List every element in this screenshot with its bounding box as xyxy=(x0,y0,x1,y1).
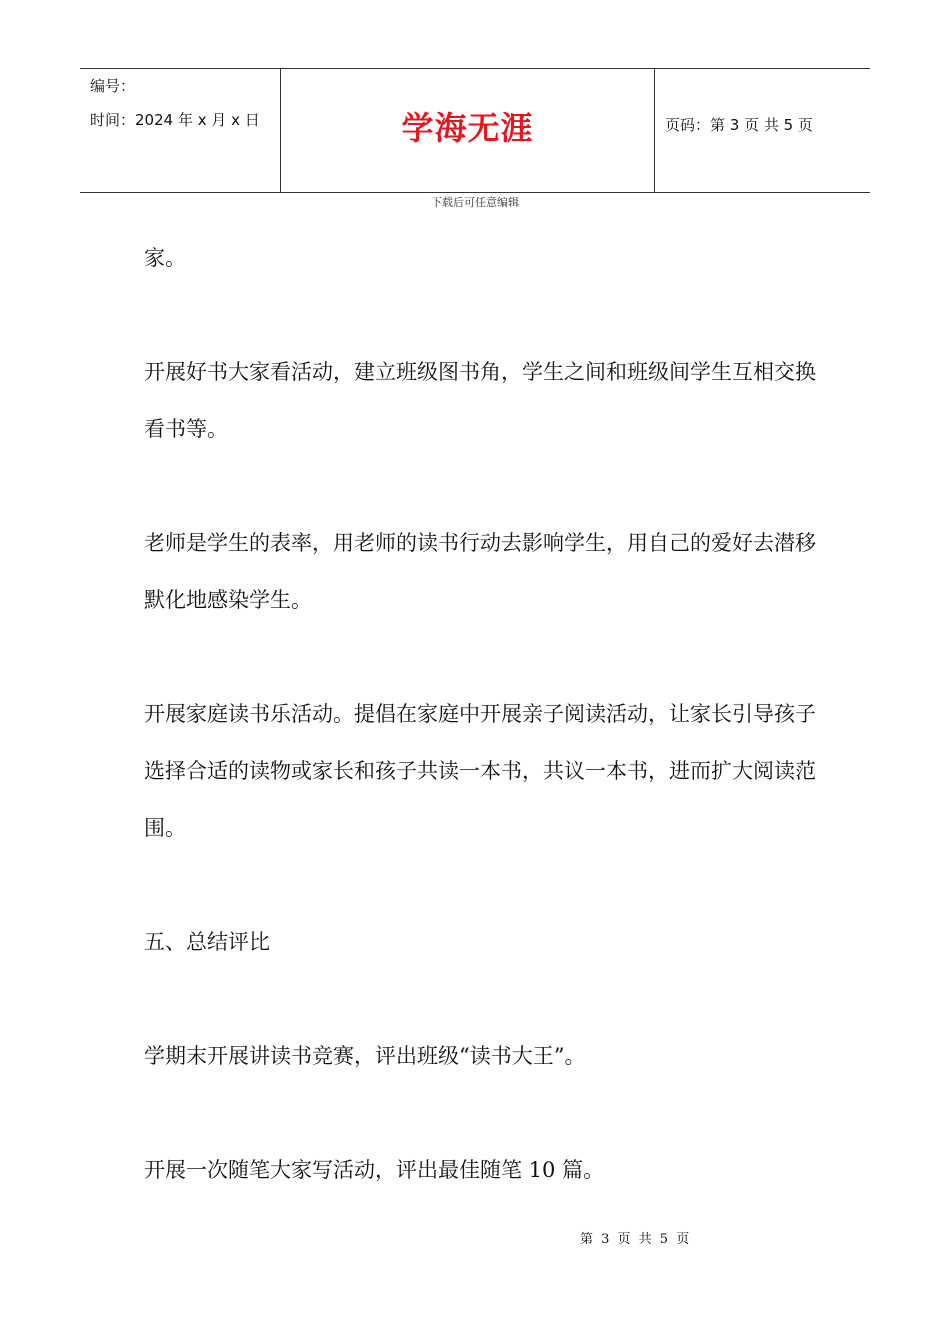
body-paragraph: 学期末开展讲读书竞赛，评出班级“读书大王”。 xyxy=(144,1044,586,1068)
edit-note: 下载后可任意编辑 xyxy=(431,196,519,209)
brand-title: 学海无涯 xyxy=(401,109,534,147)
body-paragraph: 家。 xyxy=(144,246,186,270)
document-body xyxy=(144,230,824,1199)
body-paragraph: 开展家庭读书乐活动。提倡在家庭中开展亲子阅读活动，让家长引导孩子选择合适的读物或家长和孩子共读一本书，共议一本书，进而扩大阅读范围。 xyxy=(144,702,816,840)
body-paragraph: 开展一次随笔大家写活动，评出最佳随笔 10 篇。 xyxy=(144,1158,605,1182)
page-info: 页码：第 3 页 共 5 页 xyxy=(665,116,813,134)
section-heading: 五、总结评比 xyxy=(144,930,270,954)
header-left-cell xyxy=(80,69,281,192)
page-number-footer: 第 3 页 共 5 页 xyxy=(580,1232,692,1247)
serial-label: 编号： xyxy=(90,77,136,95)
header-brand-cell xyxy=(281,69,655,192)
time-label: 时间：2024 年 x 月 x 日 xyxy=(90,111,260,129)
body-paragraph: 老师是学生的表率，用老师的读书行动去影响学生，用自己的爱好去潜移默化地感染学生。 xyxy=(144,531,816,612)
header-right-cell xyxy=(655,69,870,192)
body-paragraph: 开展好书大家看活动，建立班级图书角，学生之间和班级间学生互相交换看书等。 xyxy=(144,360,816,441)
document-header xyxy=(80,68,870,193)
